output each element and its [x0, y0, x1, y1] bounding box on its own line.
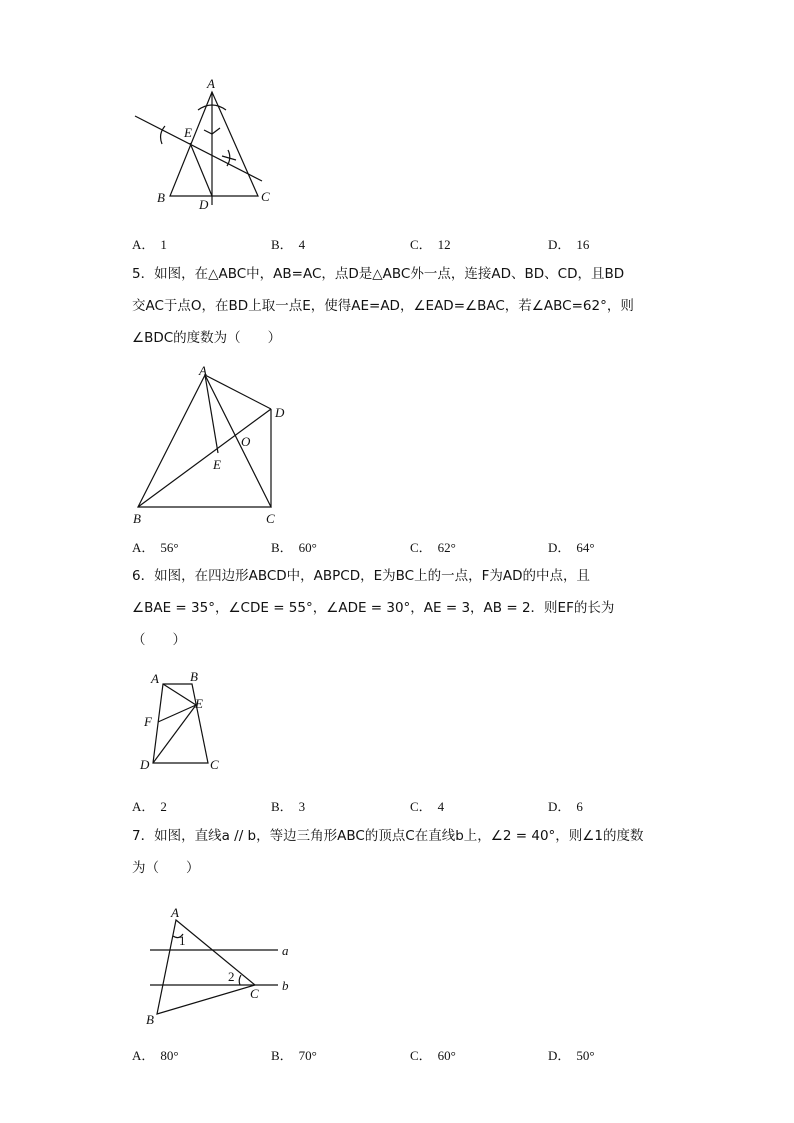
q6-label-C: C: [210, 757, 219, 772]
q7-option-c[interactable]: [410, 1045, 456, 1064]
q6-label-F: F: [144, 714, 152, 729]
q5-label-E: E: [213, 457, 221, 472]
q7-label-line-a: a: [282, 943, 289, 958]
q7-line-2: 为（ ）: [132, 860, 200, 876]
option-text: 3: [298, 799, 306, 814]
option-text: 6: [576, 799, 583, 814]
q7-label-line-b: b: [282, 978, 289, 993]
q7-option-d[interactable]: [548, 1045, 595, 1064]
q7-label-C: C: [250, 986, 259, 1001]
q7-diagram: [0, 0, 320, 1040]
q5-line-3: ∠BDC的度数为（ ）: [132, 330, 282, 346]
q6-label-D: D: [140, 757, 150, 772]
option-text: 60°: [437, 1048, 456, 1063]
q5-option-c[interactable]: [410, 537, 456, 556]
option-key: A．: [132, 237, 155, 252]
q7-label-1: 1: [179, 933, 186, 948]
q4-label-D: D: [199, 197, 209, 212]
q5-label-O: O: [241, 434, 251, 449]
q5-line-2: 交AC于点O，在BD上取一点E，使得AE=AD，∠EAD=∠BAC，若∠ABC=62°，则: [132, 298, 634, 314]
option-key: C．: [410, 540, 432, 555]
q7-figure: [0, 0, 320, 1040]
option-key: D．: [548, 1048, 571, 1063]
q4-option-c[interactable]: [410, 234, 451, 253]
q7-options: [132, 1045, 692, 1065]
option-key: D．: [548, 540, 571, 555]
option-key: C．: [410, 1048, 432, 1063]
q7-label-B: B: [146, 1012, 154, 1027]
option-key: A．: [132, 540, 155, 555]
q4-label-E: E: [184, 125, 192, 140]
option-text: 4: [298, 237, 306, 252]
q6-line-1: 6．如图，在四边形ABCD中，ABPCD，E为BC上的一点，F为AD的中点，且: [132, 568, 591, 584]
q7-label-2: 2: [228, 969, 235, 984]
option-text: 56°: [160, 540, 179, 555]
q4-label-C: C: [261, 189, 270, 204]
q5-label-A: A: [199, 363, 207, 378]
option-key: C．: [410, 799, 432, 814]
option-key: A．: [132, 1048, 155, 1063]
q6-label-E: E: [195, 696, 203, 711]
q7-angle-2-arc: [239, 975, 241, 985]
option-text: 16: [576, 237, 590, 252]
q6-label-A: A: [151, 671, 159, 686]
option-key: D．: [548, 237, 571, 252]
q4-label-A: A: [207, 76, 215, 91]
option-key: B．: [271, 1048, 293, 1063]
option-text: 60°: [298, 540, 317, 555]
option-key: B．: [271, 540, 293, 555]
q6-option-c[interactable]: [410, 796, 444, 815]
option-text: 70°: [298, 1048, 317, 1063]
option-key: B．: [271, 799, 293, 814]
q4-label-B: B: [157, 190, 165, 205]
option-key: B．: [271, 237, 293, 252]
q7-line-1: 7．如图，直线a // b，等边三角形ABC的顶点C在直线b上，∠2 = 40°，则∠1的度数: [132, 828, 644, 844]
option-key: A．: [132, 799, 155, 814]
q7-label-A: A: [171, 905, 179, 920]
option-text: 62°: [437, 540, 456, 555]
q7-option-a[interactable]: [132, 1045, 179, 1064]
q5-option-d[interactable]: [548, 537, 595, 556]
q5-line-1: 5．如图，在△ABC中，AB=AC，点D是△ABC外一点，连接AD、BD、CD，且BD: [132, 266, 625, 282]
option-text: 64°: [576, 540, 595, 555]
option-text: 50°: [576, 1048, 595, 1063]
option-text: 4: [437, 799, 445, 814]
q7-triangle-ABC: [157, 920, 255, 1014]
q6-option-d[interactable]: [548, 796, 583, 815]
q5-label-B: B: [133, 511, 141, 526]
option-text: 1: [160, 237, 167, 252]
option-text: 2: [160, 799, 167, 814]
option-text: 80°: [160, 1048, 179, 1063]
option-key: D．: [548, 799, 571, 814]
option-text: 12: [437, 237, 451, 252]
q4-option-d[interactable]: [548, 234, 589, 253]
q6-label-B: B: [190, 669, 198, 684]
q5-label-D: D: [275, 405, 285, 420]
q6-line-3: （ ）: [132, 632, 186, 648]
option-key: C．: [410, 237, 432, 252]
q7-option-b[interactable]: [271, 1045, 317, 1064]
q6-line-2: ∠BAE = 35°，∠CDE = 55°，∠ADE = 30°，AE = 3，AB = 2．则EF的长为: [132, 600, 615, 616]
q5-label-C: C: [266, 511, 275, 526]
